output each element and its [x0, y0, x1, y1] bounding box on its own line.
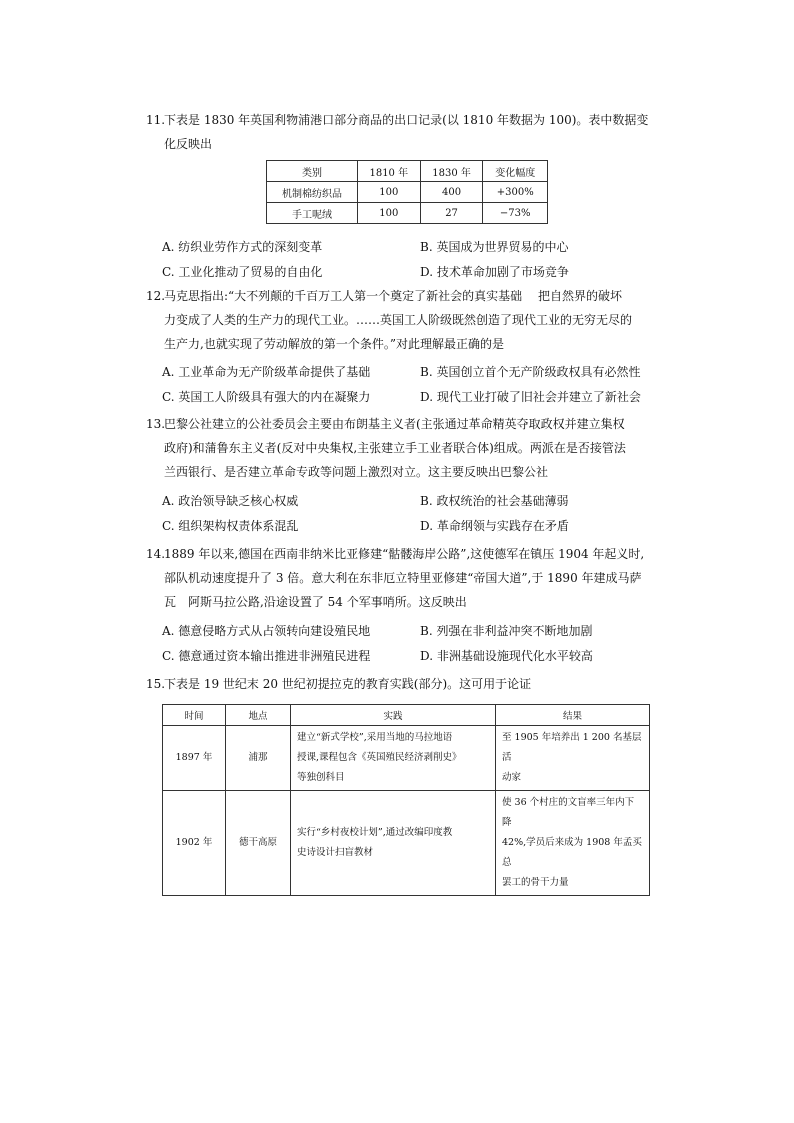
question-12 [146, 284, 666, 356]
option-d[interactable]: D. 非洲基础设施现代化水平较高 [420, 649, 593, 663]
question-number: 15. [146, 677, 166, 691]
question-number: 12. [146, 289, 166, 303]
question-number: 14. [146, 547, 166, 561]
export-table [266, 160, 548, 224]
question-stem-cont: 政府)和蒲鲁东主义者(反对中央集权,主张建立手工业者联合体)组成。两派在是否接管法 [164, 441, 626, 455]
table-cell: 27 [420, 203, 483, 224]
question-number: 13. [146, 417, 166, 431]
option-d[interactable]: D. 技术革命加剧了市场竞争 [420, 265, 569, 279]
table-cell: 400 [420, 182, 483, 203]
table-row [163, 791, 650, 896]
question-stem-cont: 生产力,也就实现了劳动解放的第一个条件。”对此理解最正确的是 [164, 337, 504, 351]
table-cell-result: 至 1905 年培养出 1 200 名基层活 动家 [496, 726, 650, 791]
table-row [267, 203, 548, 224]
option-b[interactable]: B. 英国成为世界贸易的中心 [420, 240, 569, 254]
table-cell-result: 使 36 个村庄的文盲率三年内下降 42%,学员后来成为 1908 年孟买总 罢工的骨干力量 [496, 791, 650, 896]
table-row [163, 726, 650, 791]
question-11 [146, 108, 666, 156]
table-cell-time: 1897 年 [163, 726, 226, 791]
table-header-row [267, 161, 548, 182]
table-header: 类别 [267, 161, 358, 182]
question-stem-cont: 力变成了人类的生产力的现代工业。……英国工人阶级既然创造了现代工业的无穷无尽的 [164, 313, 633, 327]
question-stem: 巴黎公社建立的公社委员会主要由布朗基主义者(主张通过革命精英夺取政权并建立集权 [164, 417, 625, 431]
table-row [267, 182, 548, 203]
options-11 [162, 234, 662, 284]
table-header-row [163, 705, 650, 726]
option-a[interactable]: A. 工业革命为无产阶级革命提供了基础 [162, 365, 371, 379]
option-c[interactable]: C. 组织架构权责体系混乱 [162, 519, 299, 533]
option-d[interactable]: D. 现代工业打破了旧社会并建立了新社会 [420, 390, 641, 404]
options-13 [162, 488, 662, 538]
question-stem: 1889 年以来,德国在西南非纳米比亚修建“骷髅海岸公路”,这使德军在镇压 1904 年起义时, [164, 547, 645, 561]
question-stem: 下表是 19 世纪末 20 世纪初提拉克的教育实践(部分)。这可用于论证 [164, 677, 532, 691]
option-b[interactable]: B. 英国创立首个无产阶级政权具有必然性 [420, 365, 641, 379]
question-stem: 马克思指出:“大不列颠的千百万工人第一个奠定了新社会的真实基础 把自然界的破坏 [164, 289, 622, 303]
question-stem-cont: 兰西银行、是否建立革命专政等问题上激烈对立。这主要反映出巴黎公社 [164, 465, 549, 479]
options-12 [162, 359, 662, 409]
question-15 [146, 672, 666, 696]
table-cell-practice: 实行“乡村夜校计划”,通过改编印度教 史诗设计扫盲教材 [291, 791, 496, 896]
table-header: 时间 [163, 705, 226, 726]
table-cell: 100 [357, 203, 420, 224]
table-header: 地点 [226, 705, 291, 726]
question-13 [146, 412, 666, 484]
option-c[interactable]: C. 德意通过资本输出推进非洲殖民进程 [162, 649, 371, 663]
table-cell-practice: 建立“新式学校”,采用当地的马拉地语 授课,课程包含《英国殖民经济剥削史》 等独创科目 [291, 726, 496, 791]
question-number: 11. [146, 113, 166, 127]
option-d[interactable]: D. 革命纲领与实践存在矛盾 [420, 519, 569, 533]
option-b[interactable]: B. 列强在非利益冲突不断地加剧 [420, 624, 593, 638]
question-stem-cont: 化反映出 [164, 137, 213, 151]
table-cell: +300% [483, 182, 548, 203]
question-stem-cont: 部队机动速度提升了 3 倍。意大利在东非厄立特里亚修建“帝国大道”,于 1890 年建成马萨 [164, 571, 642, 585]
table-header: 1810 年 [357, 161, 420, 182]
options-14 [162, 618, 662, 668]
option-c[interactable]: C. 工业化推动了贸易的自由化 [162, 265, 323, 279]
option-a[interactable]: A. 德意侵略方式从占领转向建设殖民地 [162, 624, 371, 638]
question-stem-cont: 瓦 阿斯马拉公路,沿途设置了 54 个军事哨所。这反映出 [164, 595, 467, 609]
question-stem: 下表是 1830 年英国利物浦港口部分商品的出口记录(以 1810 年数据为 100)。表中数据变 [164, 113, 649, 127]
table-header: 变化幅度 [483, 161, 548, 182]
question-14 [146, 542, 666, 614]
table-cell-time: 1902 年 [163, 791, 226, 896]
table-cell-place: 德干高原 [226, 791, 291, 896]
table-cell-place: 浦那 [226, 726, 291, 791]
education-table [162, 704, 650, 896]
option-a[interactable]: A. 纺织业劳作方式的深刻变革 [162, 240, 323, 254]
table-header: 实践 [291, 705, 496, 726]
table-cell: −73% [483, 203, 548, 224]
option-c[interactable]: C. 英国工人阶级具有强大的内在凝聚力 [162, 390, 371, 404]
option-a[interactable]: A. 政治领导缺乏核心权威 [162, 494, 299, 508]
table-header: 结果 [496, 705, 650, 726]
option-b[interactable]: B. 政权统治的社会基础薄弱 [420, 494, 569, 508]
table-cell: 机制棉纺织品 [267, 182, 358, 203]
table-cell: 手工呢绒 [267, 203, 358, 224]
table-header: 1830 年 [420, 161, 483, 182]
table-cell: 100 [357, 182, 420, 203]
